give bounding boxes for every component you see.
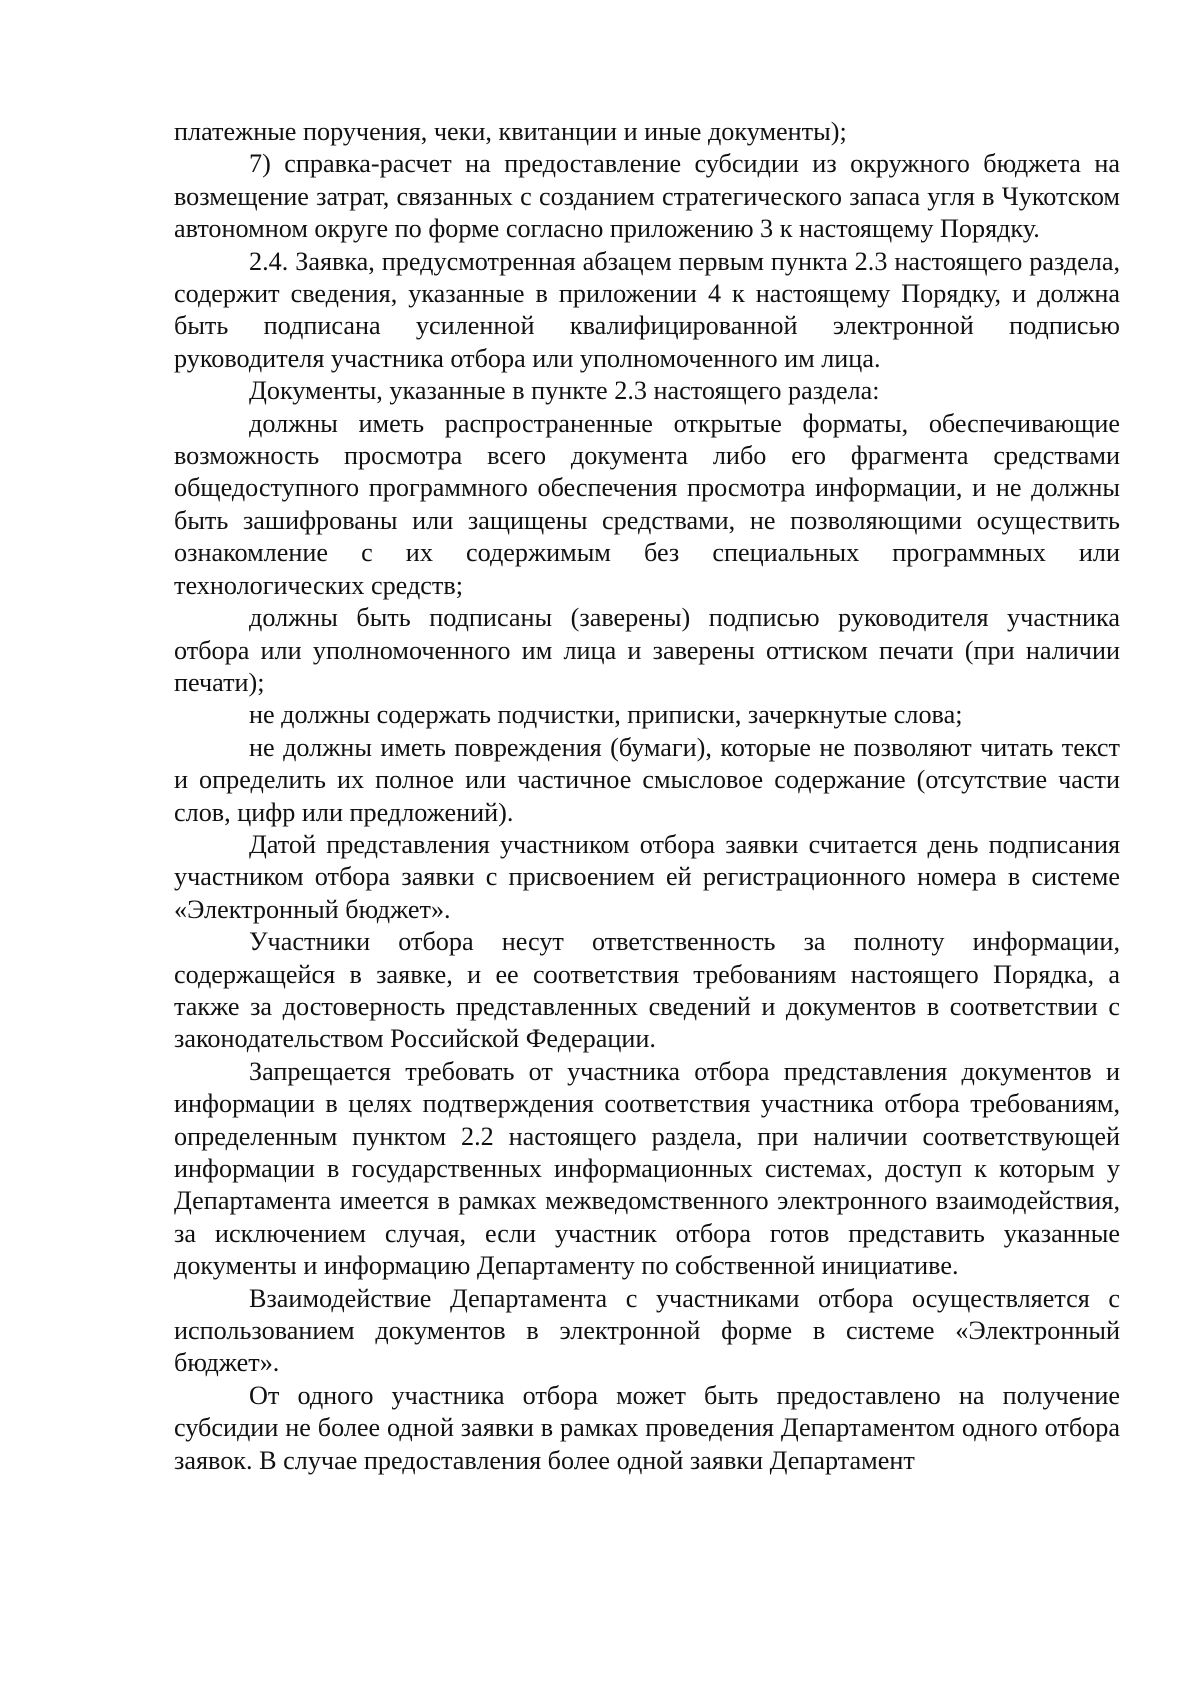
paragraph-interaction: Взаимодействие Департамента с участниками отбора осуществляется с использованием документов в электронной форме в системе «Электронный бюджет».	[174, 1283, 1120, 1378]
document-body	[174, 116, 1120, 1477]
paragraph-clause-2-4: 2.4. Заявка, предусмотренная абзацем первым пункта 2.3 настоящего раздела, содержит сведения, указанные в приложении 4 к настоящему Порядку, и должна быть подписана усиленной квалифицированной электронной подписью руководителя участника отбора или уполномоченного им лица.	[174, 246, 1120, 373]
paragraph-continuation: платежные поручения, чеки, квитанции и иные документы);	[174, 117, 847, 146]
paragraph-submission-date: Датой представления участником отбора заявки считается день подписания участником отбора заявки с присвоением ей регистрационного номера в системе «Электронный бюджет».	[174, 829, 1120, 924]
paragraph-prohibition: Запрещается требовать от участника отбора представления документов и информации в целях подтверждения соответствия участника отбора требованиям, определенным пунктом 2.2 настоящего раздела, при наличии соответствующей информации в государственных информационных системах, доступ к которым у Департамента имеется в рамках межведомственного электронного взаимодействия, за исключением случая, если участник отбора готов представить указанные документы и информацию Департаменту по собственной инициативе.	[174, 1056, 1120, 1281]
paragraph-one-application: От одного участника отбора может быть предоставлено на получение субсидии не более одной заявки в рамках проведения Департаментом одного отбора заявок. В случае предоставления более одной заявки Департамент	[174, 1380, 1120, 1475]
paragraph-item-7: 7) справка-расчет на предоставление субсидии из окружного бюджета на возмещение затрат, связанных с созданием стратегического запаса угля в Чукотском автономном округе по форме согласно приложению 3 к настоящему Порядку.	[174, 149, 1120, 244]
paragraph-formats: должны иметь распространенные открытые форматы, обеспечивающие возможность просмотра всего документа либо его фрагмента средствами общедоступного программного обеспечения просмотра информации, и не должны быть зашифрованы или защищены средствами, не позволяющими осуществить ознакомление с их содержимым без специальных программных или технологических средств;	[174, 408, 1120, 600]
paragraph-no-corrections: не должны содержать подчистки, приписки, зачеркнутые слова;	[249, 700, 963, 730]
paragraph-responsibility: Участники отбора несут ответственность за полноту информации, содержащейся в заявке, и ее соответствия требованиям настоящего Порядка, а также за достоверность представленных сведений и документов в соответствии с законодательством Российской Федерации.	[174, 927, 1120, 1054]
paragraph-no-damage: не должны иметь повреждения (бумаги), которые не позволяют читать текст и определить их полное или частичное смысловое содержание (отсутствие части слов, цифр или предложений).	[174, 732, 1120, 827]
paragraph-documents-intro: Документы, указанные в пункте 2.3 настоящего раздела:	[249, 376, 880, 406]
paragraph-signed: должны быть подписаны (заверены) подписью руководителя участника отбора или уполномоченного им лица и заверены оттиском печати (при наличии печати);	[174, 603, 1120, 697]
